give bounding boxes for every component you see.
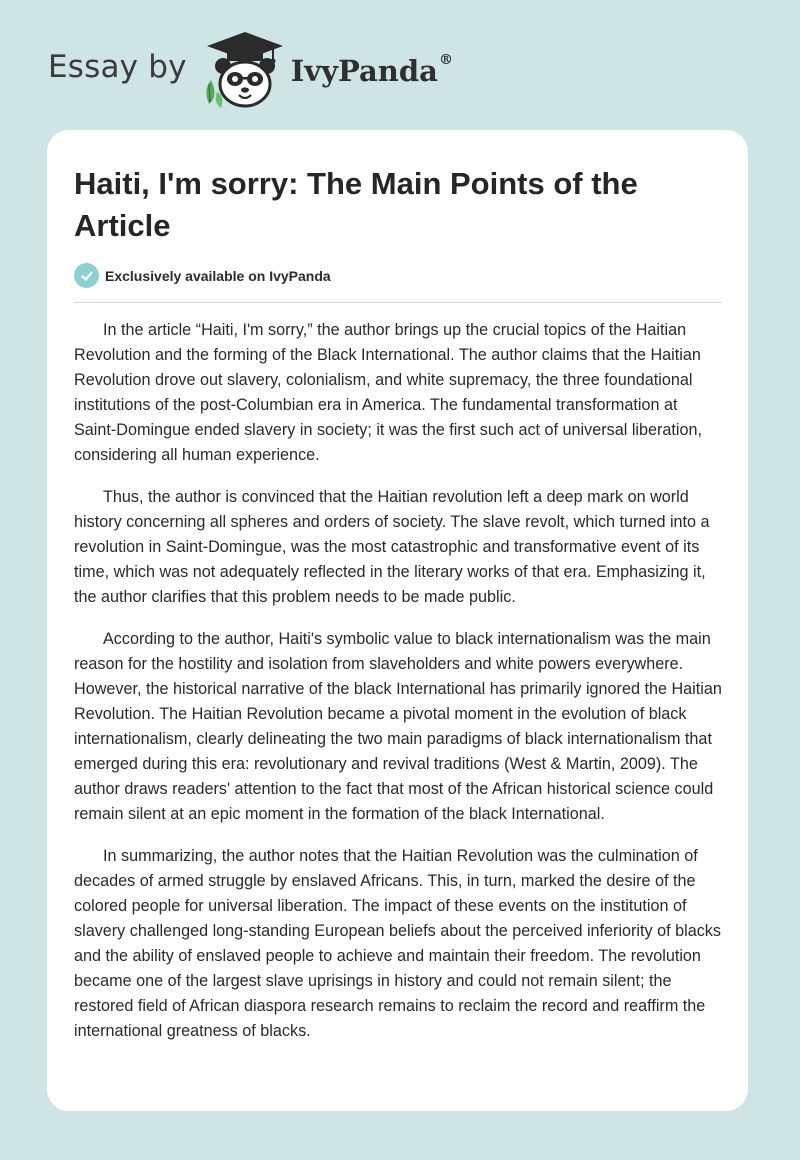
paragraph: In the article “Haiti, I'm sorry,” the author brings up the crucial topics of the Haitian Revolution and the forming of the Black International. The author claims that the Haitian Revolution drove out slavery, colonialism, and white supremacy, the three foundational institutions of the post-Columbian era in America. The fundamental transformation at Saint-Domingue ended slavery in society; it was the first such act of universal liberation, considering all human experience.	[74, 321, 703, 464]
exclusive-badge	[74, 263, 331, 288]
paragraph: Thus, the author is convinced that the Haitian revolution left a deep mark on world history concerning all spheres and orders of society. The slave revolt, which turned into a revolution in Saint-Domingue, was the most catastrophic and transformative event of its time, which was not adequately reflected in the literary works of that era. Emphasizing it, the author clarifies that this problem needs to be made public.	[74, 488, 710, 606]
essay-card	[47, 130, 748, 1111]
divider	[74, 302, 722, 303]
paragraph: In summarizing, the author notes that the Haitian Revolution was the culmination of decades of armed struggle by enslaved Africans. This, in turn, marked the desire of the colored people for universal liberation. The impact of these events on the institution of slavery challenged long-standing European beliefs about the perceived inferiority of blacks and the ability of enslaved people to achieve and maintain their freedom. The revolution became one of the largest slave uprisings in history and could not remain silent; the restored field of African diaspora research remains to reclaim the record and reaffirm the international greatness of blacks.	[74, 847, 721, 1040]
essay-by-label: Essay by	[48, 49, 187, 85]
brand-name: IvyPanda®	[290, 52, 453, 88]
exclusive-badge-label: Exclusively available on IvyPanda	[105, 267, 331, 284]
site-header	[48, 30, 453, 110]
check-icon	[74, 263, 99, 288]
page-title: Haiti, I'm sorry: The Main Points of the Article	[74, 166, 638, 243]
paragraph: According to the author, Haiti's symbolic value to black internationalism was the main reason for the hostility and isolation from slaveholders and white powers everywhere. However, the historical narrative of the black International has primarily ignored the Haitian Revolution. The Haitian Revolution became a pivotal moment in the evolution of black internationalism, clearly delineating the two main paradigms of black internationalism that emerged during this era: revolutionary and revival traditions (West & Martin, 2009). The author draws readers' attention to the fact that most of the African historical science could remain silent at an epic moment in the formation of the black International.	[74, 630, 722, 823]
panda-logo-icon	[201, 30, 289, 110]
article-body	[74, 318, 724, 1061]
